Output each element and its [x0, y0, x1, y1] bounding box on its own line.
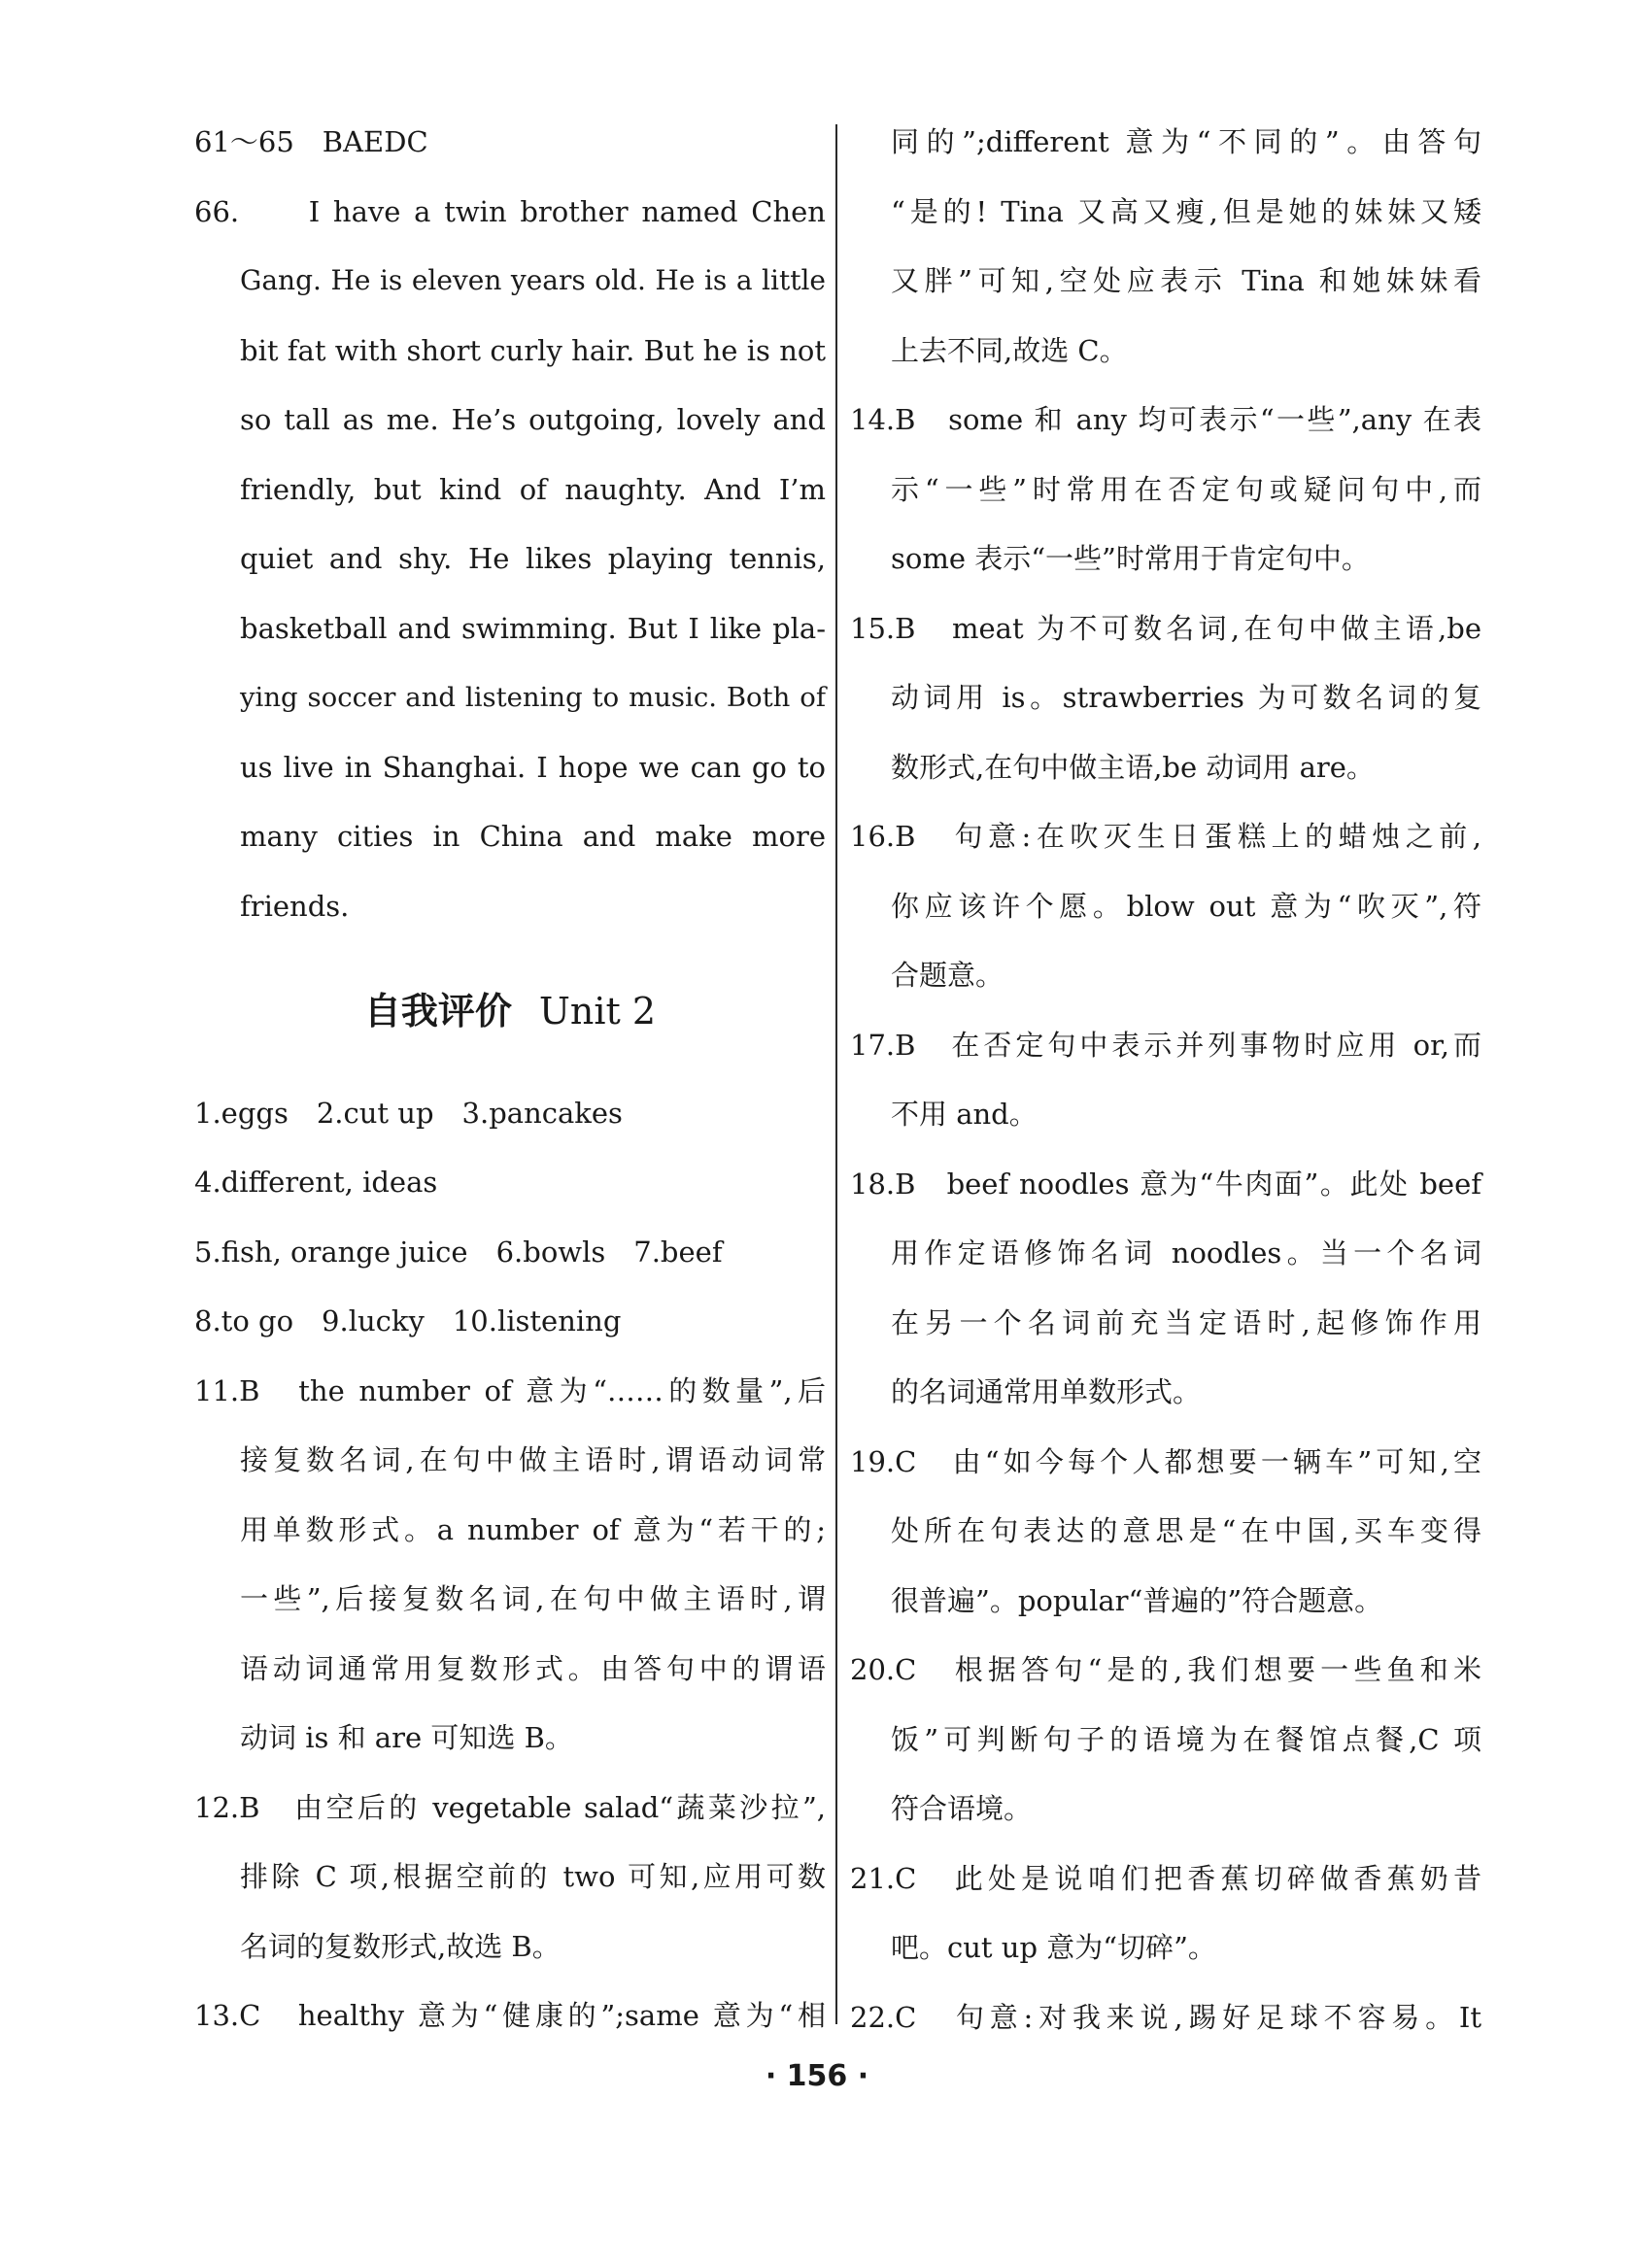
essay-line: many cities in China and make more	[240, 820, 826, 853]
answer-line: 数形式,在句中做主语,be 动词用 are。	[891, 751, 1375, 784]
answer-line: 15.B meat 为不可数名词,在句中做主语,be	[850, 612, 1481, 645]
answer-line: 一些”,后接复数名词,在句中做主语时,谓	[240, 1582, 826, 1615]
answer-line: 你应该许个愿。blow out 意为“吹灭”,符	[891, 890, 1481, 923]
answer-line: “是的! Tina 又高又瘦,但是她的妹妹又矮	[891, 195, 1481, 228]
answer-line: 5.fish, orange juice 6.bowls 7.beef	[194, 1236, 723, 1269]
answer-line: 语动词通常用复数形式。由答句中的谓语	[240, 1652, 826, 1685]
answer-line: 用作定语修饰名词 noodles。当一个名词	[891, 1236, 1481, 1269]
essay-line: ying soccer and listening to music. Both of	[240, 682, 826, 713]
section-title-cn: 自我评价	[363, 990, 512, 1032]
answer-line: 21.C 此处是说咱们把香蕉切碎做香蕉奶昔	[850, 1862, 1481, 1895]
answer-line: 又胖”可知,空处应表示 Tina 和她妹妹看	[891, 264, 1481, 297]
essay-line: so tall as me. He’s outgoing, lovely and	[240, 403, 826, 436]
essay-line: Gang. He is eleven years old. He is a little	[240, 264, 826, 296]
answer-line: 名词的复数形式,故选 B。	[240, 1930, 561, 1963]
answer-line: 排除 C 项,根据空前的 two 可知,应用可数	[240, 1860, 826, 1893]
column-divider	[835, 124, 837, 2024]
section-title	[194, 987, 826, 1035]
answer-line: 12.B 由空后的 vegetable salad“蔬菜沙拉”,	[194, 1791, 826, 1824]
answer-line: 8.to go 9.lucky 10.listening	[194, 1304, 622, 1337]
answer-line: 19.C 由“如今每个人都想要一辆车”可知,空	[850, 1445, 1481, 1478]
page-number: · 156 ·	[765, 2059, 869, 2093]
answer-line: 动词 is 和 are 可知选 B。	[240, 1721, 573, 1754]
right-column	[850, 0, 1481, 2268]
essay-line: us live in Shanghai. I hope we can go to	[240, 751, 826, 784]
answer-line: 同的”;different 意为“不同的”。由答句	[891, 125, 1481, 158]
essay-line: friendly, but kind of naughty. And I’m	[240, 473, 826, 506]
answer-line: 1.eggs 2.cut up 3.pancakes	[194, 1097, 623, 1130]
answer-line: 4.different, ideas	[194, 1166, 438, 1199]
essay-line: friends.	[240, 890, 350, 923]
essay-line: basketball and swimming. But I like pla-	[240, 612, 826, 645]
answer-line: 处所在句表达的意思是“在中国,买车变得	[891, 1514, 1481, 1547]
answer-line: 16.B 句意:在吹灭生日蛋糕上的蜡烛之前,	[850, 820, 1481, 853]
answer-line: 接复数名词,在句中做主语时,谓语动词常	[240, 1443, 826, 1476]
answer-line: 20.C 根据答句“是的,我们想要一些鱼和米	[850, 1653, 1481, 1686]
answer-line: 饭”可判断句子的语境为在餐馆点餐,C 项	[891, 1723, 1481, 1756]
answer-line: some 表示“一些”时常用于肯定句中。	[891, 542, 1370, 575]
answer-line: 22.C 句意:对我来说,踢好足球不容易。It	[850, 2001, 1481, 2034]
answer-line: 很普遍”。popular“普遍的”符合题意。	[891, 1584, 1383, 1617]
answer-line: 在另一个名词前充当定语时,起修饰作用	[891, 1306, 1481, 1339]
answer-line: 合题意。	[891, 959, 1004, 992]
answer-line: 示“一些”时常用在否定句或疑问句中,而	[891, 473, 1481, 506]
answer-line: 11.B the number of 意为“……的数量”,后	[194, 1374, 826, 1407]
answer-line: 17.B 在否定句中表示并列事物时应用 or,而	[850, 1029, 1481, 1062]
answer-line: 18.B beef noodles 意为“牛肉面”。此处 beef	[850, 1168, 1481, 1201]
answer-line: 不用 and。	[891, 1098, 1038, 1131]
answer-line: 用单数形式。a number of 意为“若干的;	[240, 1513, 826, 1546]
answer-line: 动词用 is。strawberries 为可数名词的复	[891, 681, 1481, 714]
answer-line: 66. I have a twin brother named Chen	[194, 195, 826, 228]
answer-line: 61～65 BAEDC	[194, 125, 428, 158]
answer-line: 上去不同,故选 C。	[891, 334, 1128, 367]
answer-line: 的名词通常用单数形式。	[891, 1375, 1202, 1408]
section-title-en: Unit 2	[538, 990, 657, 1032]
answer-line: 吧。cut up 意为“切碎”。	[891, 1931, 1216, 1964]
answer-line: 14.B some 和 any 均可表示“一些”,any 在表	[850, 403, 1481, 436]
essay-line: quiet and shy. He likes playing tennis,	[240, 542, 826, 575]
essay-line: bit fat with short curly hair. But he is not	[240, 334, 826, 367]
answer-line: 符合语境。	[891, 1792, 1033, 1825]
answer-line: 13.C healthy 意为“健康的”;same 意为“相	[194, 1999, 826, 2032]
left-column	[194, 0, 826, 2268]
